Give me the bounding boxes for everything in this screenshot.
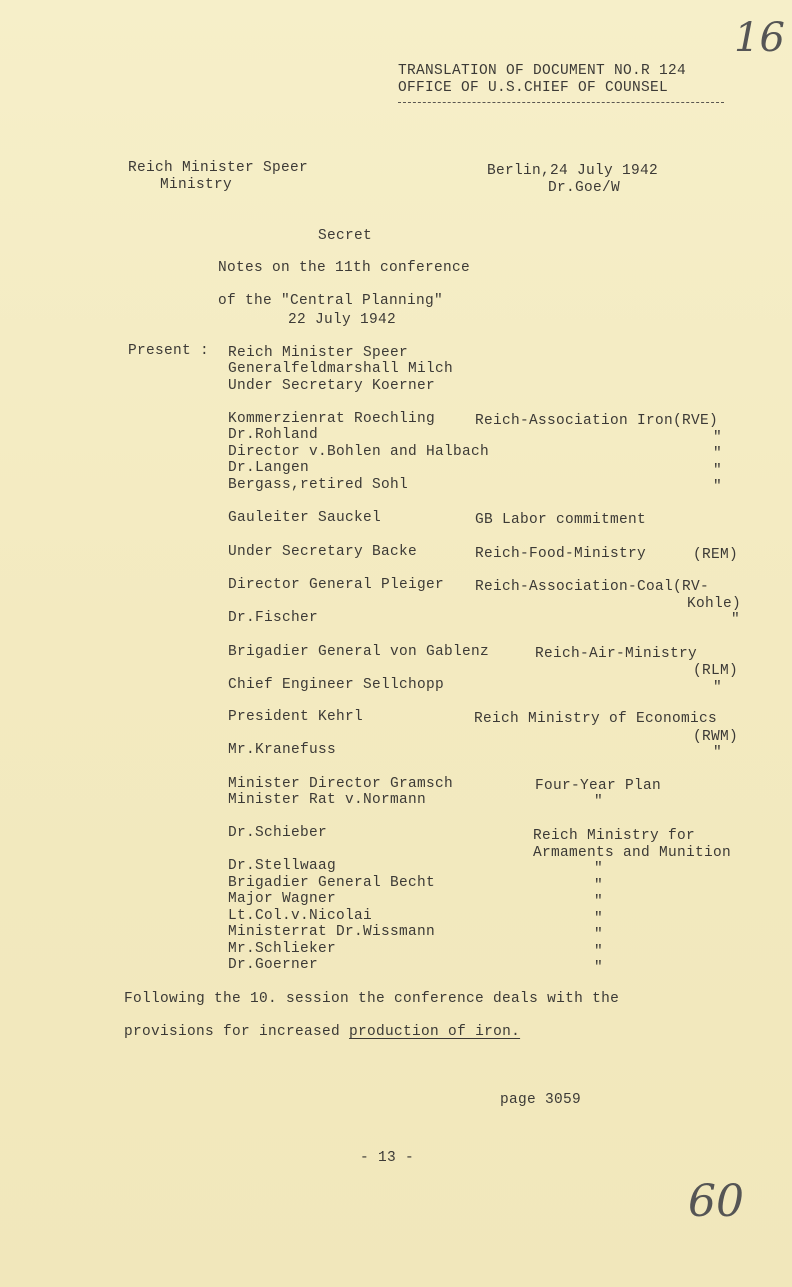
translation-header-line2: OFFICE OF U.S.CHIEF OF COUNSEL — [398, 80, 669, 96]
header-dashed-rule — [398, 102, 724, 103]
attendee-name: Brigadier General von Gablenz — [228, 644, 490, 660]
attendee-organization-cont: Kohle) — [687, 596, 742, 612]
attendee-name: Under Secretary Koerner — [228, 378, 436, 394]
attendee-name: Bergass,retired Sohl — [228, 477, 409, 493]
attendee-name: Dr.Stellwaag — [228, 858, 337, 874]
attendee-abbreviation: (RWM) — [693, 729, 739, 745]
attendee-name: Dr.Fischer — [228, 610, 319, 626]
body-line2 — [124, 1024, 520, 1040]
attendee-organization: Reich Ministry of Economics — [474, 711, 718, 727]
attendee-name: Director General Pleiger — [228, 577, 445, 593]
sender-line1: Reich Minister Speer — [128, 160, 309, 176]
attendee-organization: Reich Ministry for — [533, 828, 696, 844]
attendee-organization: Four-Year Plan — [535, 778, 662, 794]
attendee-name: Under Secretary Backe — [228, 544, 418, 560]
attendee-name: Dr.Schieber — [228, 825, 328, 841]
handwritten-bottom-number: 60 — [688, 1176, 744, 1227]
attendee-name: Mr.Schlieker — [228, 941, 337, 957]
ditto-mark: " — [713, 446, 723, 462]
place-date-line2: Dr.Goe/W — [548, 180, 621, 196]
ditto-mark: " — [594, 927, 604, 943]
attendee-organization: Reich-Association Iron(RVE) — [475, 413, 719, 429]
body-line1: Following the 10. session the conference deals with the — [124, 991, 620, 1007]
sender-line2: Ministry — [160, 177, 233, 193]
ditto-mark: " — [713, 745, 723, 761]
handwritten-page-number: 16 — [734, 15, 785, 61]
attendee-name: Minister Rat v.Normann — [228, 792, 427, 808]
attendee-name: Ministerrat Dr.Wissmann — [228, 924, 436, 940]
translation-header-line1: TRANSLATION OF DOCUMENT NO.R 124 — [398, 63, 687, 79]
ditto-mark: " — [594, 861, 604, 877]
title-line2: of the "Central Planning" — [218, 293, 444, 309]
attendee-name: Director v.Bohlen and Halbach — [228, 444, 490, 460]
attendee-name: Dr.Rohland — [228, 427, 319, 443]
title-line3: 22 July 1942 — [288, 312, 397, 328]
attendee-organization: GB Labor commitment — [475, 512, 647, 528]
ditto-mark: " — [731, 612, 741, 628]
classification: Secret — [318, 228, 373, 244]
attendee-abbreviation: (REM) — [693, 547, 739, 563]
attendee-name: Mr.Kranefuss — [228, 742, 337, 758]
ditto-mark: " — [594, 878, 604, 894]
ditto-mark: " — [713, 479, 723, 495]
attendee-name: Minister Director Gramsch — [228, 776, 454, 792]
attendee-organization: Reich-Association-Coal(RV- — [475, 579, 710, 595]
present-label: Present : — [128, 343, 210, 359]
attendee-name: Dr.Goerner — [228, 957, 319, 973]
attendee-name: Dr.Langen — [228, 460, 310, 476]
attendee-organization: Reich-Air-Ministry — [535, 646, 698, 662]
attendee-name: Gauleiter Sauckel — [228, 510, 382, 526]
attendee-organization-cont: Armaments and Munition — [533, 845, 732, 861]
page-reference: page 3059 — [500, 1092, 582, 1108]
ditto-mark: " — [594, 794, 604, 810]
ditto-mark: " — [594, 911, 604, 927]
attendee-abbreviation: (RLM) — [693, 663, 739, 679]
attendee-name: Reich Minister Speer — [228, 345, 409, 361]
ditto-mark: " — [713, 430, 723, 446]
ditto-mark: " — [713, 463, 723, 479]
attendee-name: Kommerzienrat Roechling — [228, 411, 436, 427]
ditto-mark: " — [594, 944, 604, 960]
ditto-mark: " — [713, 680, 723, 696]
attendee-name: Generalfeldmarshall Milch — [228, 361, 454, 377]
attendee-name: Major Wagner — [228, 891, 337, 907]
page-number: - 13 - — [360, 1150, 415, 1166]
ditto-mark: " — [594, 960, 604, 976]
body-underlined-phrase: production of iron. — [349, 1024, 521, 1040]
attendee-name: Chief Engineer Sellchopp — [228, 677, 445, 693]
ditto-mark: " — [594, 894, 604, 910]
body-line2-text: provisions for increased — [124, 1024, 350, 1040]
place-date-line1: Berlin,24 July 1942 — [487, 163, 659, 179]
attendee-organization: Reich-Food-Ministry — [475, 546, 647, 562]
attendee-name: President Kehrl — [228, 709, 364, 725]
title-line1: Notes on the 11th conference — [218, 260, 471, 276]
attendee-name: Lt.Col.v.Nicolai — [228, 908, 373, 924]
attendee-name: Brigadier General Becht — [228, 875, 436, 891]
